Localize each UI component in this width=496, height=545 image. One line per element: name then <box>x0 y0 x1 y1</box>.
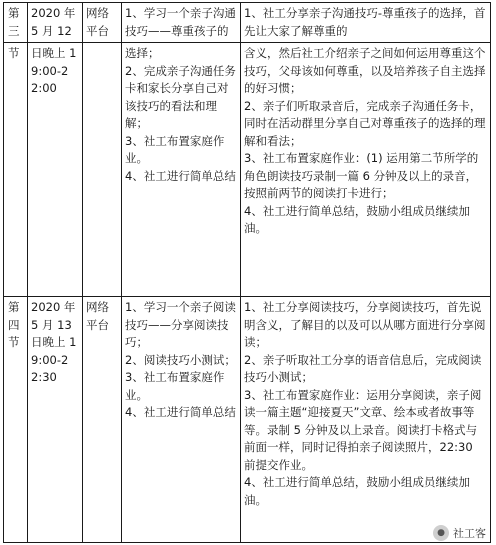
time-cell: 2020 年 5 月 12 <box>28 3 83 43</box>
form-cell: 网络平台 <box>83 297 122 543</box>
session-cell: 第三 <box>4 3 28 43</box>
theme-line: 4、社工进行简单总结 <box>125 168 236 183</box>
form-cell: 网络平台 <box>83 3 122 43</box>
activity-line: 2、亲子们听取录音后，完成亲子沟通任务卡，同时在活动群里分享自己对尊重孩子的选择的理解和看法； <box>244 98 486 148</box>
theme-line: 1、学习一个亲子阅读技巧——分享阅读技巧； <box>125 300 236 349</box>
theme-line: 选择； <box>125 46 160 60</box>
activity-schedule-table <box>3 2 491 543</box>
theme-line: 3、社工布置家庭作业。 <box>125 370 225 402</box>
time-cell: 日晚上 19:00-2 2:00 <box>28 43 83 297</box>
theme-cell <box>122 297 241 543</box>
activity-line: 1、社工分享阅读技巧，分享阅读技巧，首先说明含义，了解目的以及可以从哪方面进行分享阅读； <box>244 300 486 349</box>
activity-line: 含义，然后社工介绍亲子之间如何运用尊重这个技巧，父母该如何尊重，以及培养孩子自主选择的好习惯； <box>244 46 486 95</box>
theme-line: 4、社工进行简单总结 <box>125 405 236 419</box>
form-cell <box>83 43 122 297</box>
activity-line: 3、社工布置家庭作业：(1) 运用第二节所学的角色朗读技巧录制一篇 6 分钟及以上的录音，按照前两节的阅读打卡进行； <box>244 151 479 200</box>
activity-cell: 1、社工分享亲子沟通技巧-尊重孩子的选择，首先让大家了解尊重的 <box>241 3 491 43</box>
watermark <box>433 525 486 541</box>
activity-line: 4、社工进行简单总结，鼓励小组成员继续加油。 <box>244 203 470 235</box>
theme-line: 2、完成亲子沟通任务卡和家长分享自己对该技巧的看法和理解； <box>125 63 236 130</box>
theme-cell <box>122 43 241 297</box>
activity-line: 2、亲子听取社工分享的语音信息后，完成阅读技巧小测试； <box>244 352 482 384</box>
wechat-icon: ● <box>433 525 449 541</box>
activity-line: 4、社工进行简单总结，鼓励小组成员继续加油。 <box>244 475 470 507</box>
activity-cell <box>241 297 491 543</box>
theme-cell: 1、学习一个亲子沟通技巧——尊重孩子的 <box>122 3 241 43</box>
table-row <box>4 43 491 297</box>
watermark-text: 社工客 <box>453 527 486 540</box>
table-row <box>4 3 491 43</box>
theme-line: 3、社工布置家庭作业。 <box>125 133 225 165</box>
activity-cell <box>241 43 491 297</box>
session-cell: 第四节 <box>4 297 28 543</box>
activity-line: 3、社工布置家庭作业：运用分享阅读，亲子阅读一篇主题“迎接夏天”文章、绘本或者故事等等。录制 5 分钟及以上录音。阅读打卡格式与前面一样，同时记得拍亲子阅读照片，22:30 前提交作业。 <box>244 387 482 472</box>
time-cell: 2020 年 5 月 13 日晚上 19:00-2 2:30 <box>28 297 83 543</box>
session-cell: 节 <box>4 43 28 297</box>
theme-line: 2、阅读技巧小测试； <box>125 352 236 367</box>
table-row <box>4 297 491 543</box>
